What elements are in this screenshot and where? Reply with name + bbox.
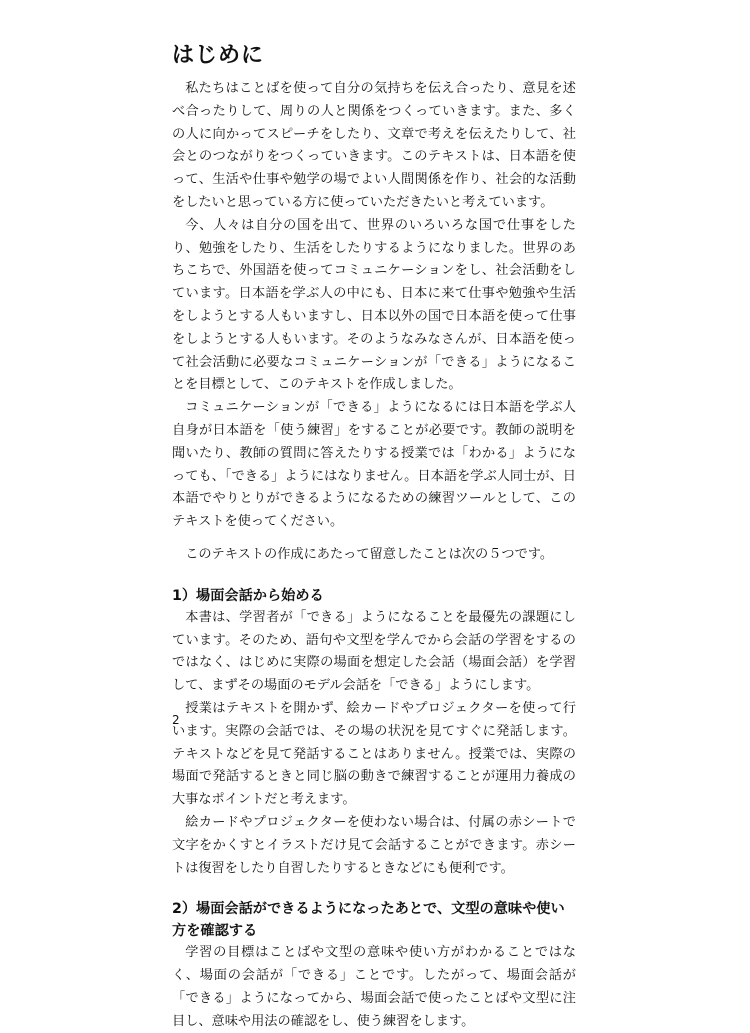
page-content bbox=[172, 78, 576, 1033]
section-1-heading: 1）場面会話から始める bbox=[172, 587, 324, 604]
spacer bbox=[172, 880, 576, 898]
section-1-paragraph-1: 本書は、学習者が「できる」ようになることを最優先の課題にしています。そのため、語句や文型を学んでから会話の学習をするのではなく、はじめに実際の場面を想定した会話（場面会話）を学習して、まずその場面のモデル会話を「できる」ようにします。 bbox=[172, 609, 576, 694]
spacer bbox=[172, 534, 576, 544]
intro-paragraph-2: 今、人々は自分の国を出て、世界のいろいろな国で仕事をしたり、勉強をしたり、生活をしたりするようになりました。世界のあちこちで、外国語を使ってコミュニケーションをし、社会活動をしています。日本語を学ぶ人の中にも、日本に来て仕事や勉強や生活をしようとする人もいますし、日本以外の国で日本語を使って仕事をしようとする人もいます。そのようなみなさんが、日本語を使って社会活動に必要なコミュニケーションが「できる」ようになることを目標として、このテキストを作成しました。 bbox=[172, 217, 576, 393]
page-number: 2 bbox=[172, 713, 180, 727]
spacer bbox=[172, 567, 576, 585]
intro-paragraph-4: このテキストの作成にあたって留意したことは次の５つです。 bbox=[185, 546, 554, 562]
intro-paragraph-3: コミュニケーションが「できる」ようになるには日本語を学ぶ人自身が日本語を「使う練習」をすることが必要です。教師の説明を聞いたり、教師の質問に答えたりする授業では「わかる」ようになっても、「できる」ようにはなりません。日本語を学ぶ人同士が、日本語でやりとりができるようになるための練習ツールとして、このテキストを使ってください。 bbox=[172, 400, 576, 530]
section-1-paragraph-2: 授業はテキストを開かず、絵カードやプロジェクターを使って行います。実際の会話では、その場の状況を見てすぐに発話します。テキストなどを見て発話することはありません。授業では、実際の場面で発話するときと同じ脳の動きで練習することが運用力養成の大事なポイントだと考えます。 bbox=[172, 700, 576, 808]
page-title: はじめに bbox=[172, 43, 265, 68]
section-2-paragraph-1: 学習の目標はことばや文型の意味や使い方がわかることではなく、場面の会話が「できる」ことです。したがって、場面会話が「できる」ようになってから、場面会話で使ったことばや文型に注目し、意味や用法の確認をし、使う練習をします。 bbox=[172, 945, 576, 1029]
section-1-paragraph-3: 絵カードやプロジェクターを使わない場合は、付属の赤シートで文字をかくすとイラストだけ見て会話することができます。赤シートは復習をしたり自習したりするときなどにも便利です。 bbox=[172, 814, 576, 876]
section-2-heading: 2）場面会話ができるようになったあとで、文型の意味や使い方を確認する bbox=[172, 901, 565, 940]
intro-paragraph-1: 私たちはことばを使って自分の気持ちを伝え合ったり、意見を述べ合ったりして、周りの人と関係をつくっていきます。また、多くの人に向かってスピーチをしたり、文章で考えを伝えたりして、社会とのつながりをつくっていきます。このテキストは、日本語を使って、生活や仕事や勉学の場でよい人間関係を作り、社会的な活動をしたいと思っている方に使っていただきたいと考えています。 bbox=[172, 81, 576, 210]
